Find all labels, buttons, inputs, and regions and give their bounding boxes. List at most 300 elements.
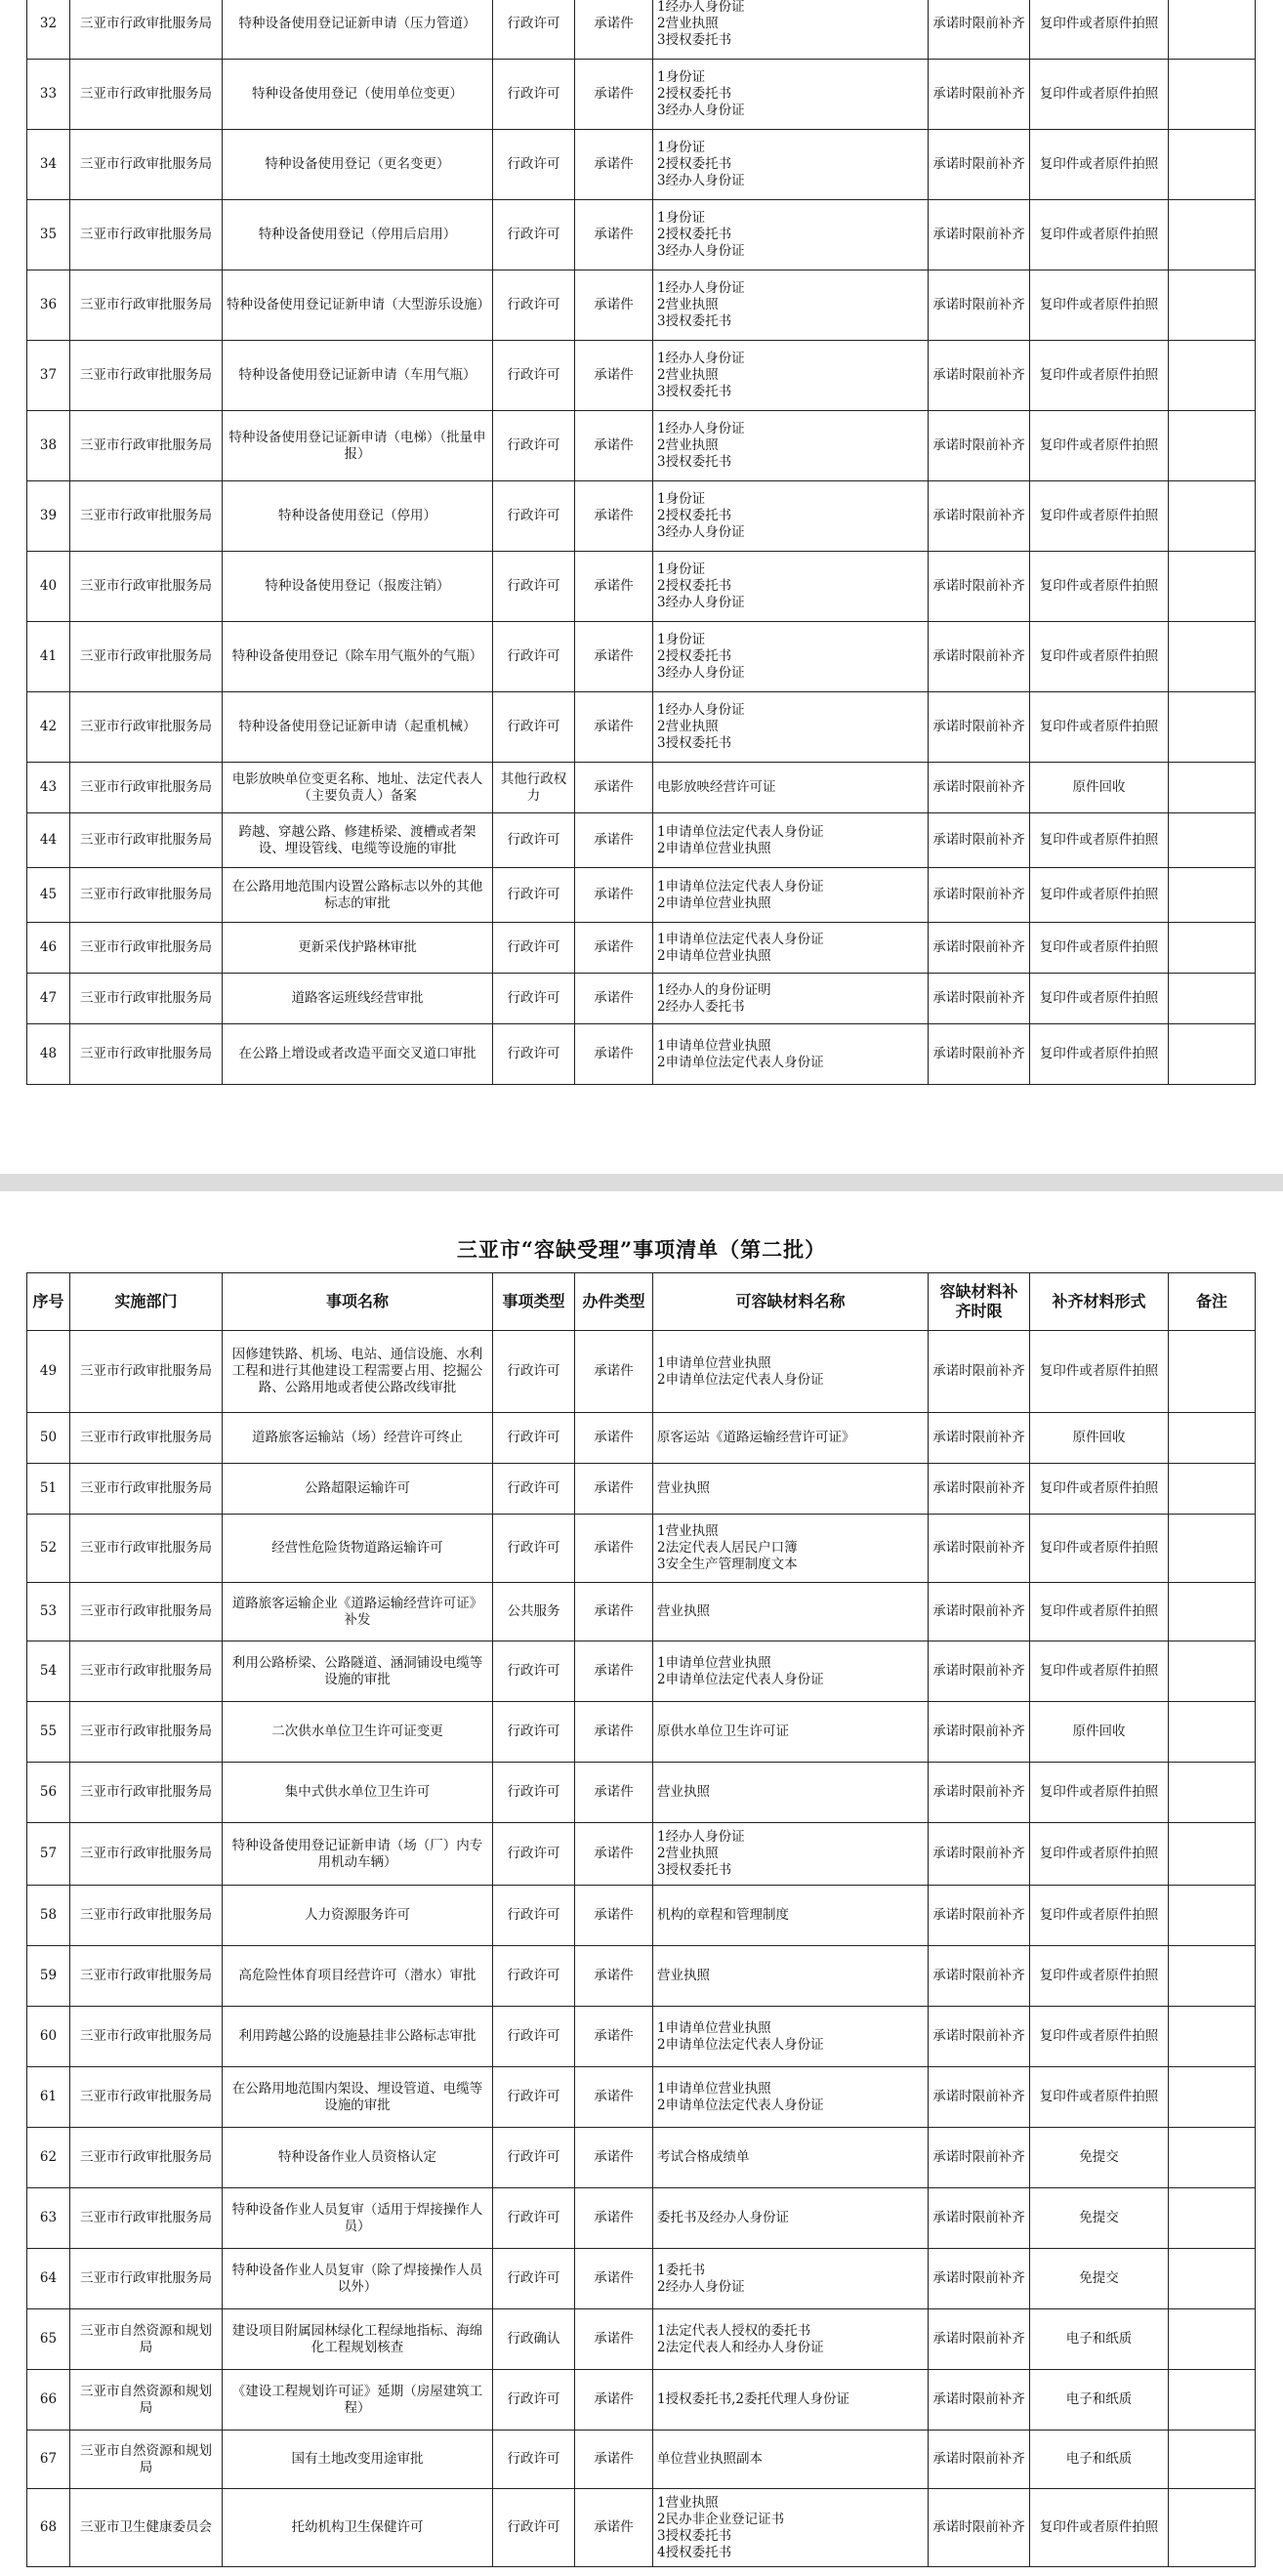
cell-handle: 承诺件 (575, 2128, 653, 2188)
cell-type: 行政许可 (493, 813, 575, 868)
cell-note (1169, 130, 1256, 200)
cell-deadline: 承诺时限前补齐 (929, 1702, 1030, 1763)
cell-note (1169, 1763, 1256, 1823)
table-row (27, 1583, 1256, 1641)
cell-handle: 承诺件 (575, 1464, 653, 1515)
cell-note (1169, 552, 1256, 622)
cell-form: 复印件或者原件拍照 (1030, 341, 1169, 411)
cell-type: 行政许可 (493, 2370, 575, 2431)
cell-type: 行政许可 (493, 270, 575, 341)
cell-form: 复印件或者原件拍照 (1030, 270, 1169, 341)
cell-note (1169, 813, 1256, 868)
cell-dept: 三亚市行政审批服务局 (70, 923, 223, 974)
cell-item: 《建设工程规划许可证》延期（房屋建筑工程） (223, 2370, 493, 2431)
cell-no: 35 (27, 200, 70, 270)
cell-note (1169, 2007, 1256, 2067)
cell-deadline: 承诺时限前补齐 (929, 552, 1030, 622)
cell-note (1169, 341, 1256, 411)
cell-materials: 1申请单位法定代表人身份证 2申请单位营业执照 (653, 813, 929, 868)
cell-materials: 电影放映经营许可证 (653, 763, 929, 813)
cell-deadline: 承诺时限前补齐 (929, 1583, 1030, 1641)
cell-form: 复印件或者原件拍照 (1030, 1763, 1169, 1823)
cell-materials: 委托书及经办人身份证 (653, 2188, 929, 2249)
cell-no: 43 (27, 763, 70, 813)
table-row (27, 270, 1256, 341)
cell-handle: 承诺件 (575, 1024, 653, 1085)
cell-form: 复印件或者原件拍照 (1030, 1583, 1169, 1641)
cell-note (1169, 270, 1256, 341)
cell-no: 59 (27, 1946, 70, 2007)
cell-deadline: 承诺时限前补齐 (929, 1331, 1030, 1413)
table-row (27, 1886, 1256, 1946)
cell-materials: 1身份证 2授权委托书 3经办人身份证 (653, 200, 929, 270)
table-row (27, 923, 1256, 974)
cell-item: 在公路用地范围内架设、埋设管道、电缆等设施的审批 (223, 2067, 493, 2128)
cell-no: 53 (27, 1583, 70, 1641)
cell-item: 在公路用地范围内设置公路标志以外的其他标志的审批 (223, 868, 493, 923)
cell-form: 复印件或者原件拍照 (1030, 1823, 1169, 1886)
cell-form: 复印件或者原件拍照 (1030, 868, 1169, 923)
cell-materials: 1身份证 2授权委托书 3经办人身份证 (653, 622, 929, 692)
cell-item: 国有土地改变用途审批 (223, 2431, 493, 2489)
cell-materials: 营业执照 (653, 1583, 929, 1641)
cell-item: 特种设备使用登记证新申请（场（厂）内专用机动车辆） (223, 1823, 493, 1886)
cell-item: 特种设备作业人员复审（适用于焊接操作人员） (223, 2188, 493, 2249)
cell-dept: 三亚市自然资源和规划局 (70, 2309, 223, 2370)
cell-handle: 承诺件 (575, 1331, 653, 1413)
cell-deadline: 承诺时限前补齐 (929, 130, 1030, 200)
cell-type: 行政许可 (493, 974, 575, 1024)
cell-type: 行政许可 (493, 1702, 575, 1763)
cell-note (1169, 868, 1256, 923)
cell-item: 特种设备使用登记（除车用气瓶外的气瓶） (223, 622, 493, 692)
cell-deadline: 承诺时限前补齐 (929, 2007, 1030, 2067)
cell-type: 行政许可 (493, 2249, 575, 2309)
cell-handle: 承诺件 (575, 2067, 653, 2128)
cell-dept: 三亚市自然资源和规划局 (70, 2431, 223, 2489)
cell-note (1169, 1515, 1256, 1583)
cell-dept: 三亚市行政审批服务局 (70, 2007, 223, 2067)
cell-no: 36 (27, 270, 70, 341)
cell-item: 特种设备使用登记证新申请（压力管道） (223, 0, 493, 60)
cell-deadline: 承诺时限前补齐 (929, 1641, 1030, 1702)
table-row (27, 2431, 1256, 2489)
header-cell-deadline: 容缺材料补齐时限 (929, 1273, 1030, 1331)
cell-note (1169, 2431, 1256, 2489)
cell-form: 复印件或者原件拍照 (1030, 200, 1169, 270)
cell-type: 行政许可 (493, 1464, 575, 1515)
cell-form: 复印件或者原件拍照 (1030, 1515, 1169, 1583)
cell-dept: 三亚市行政审批服务局 (70, 130, 223, 200)
cell-handle: 承诺件 (575, 481, 653, 552)
cell-item: 特种设备使用登记证新申请（车用气瓶） (223, 341, 493, 411)
cell-item: 在公路上增设或者改造平面交叉道口审批 (223, 1024, 493, 1085)
header-cell-form: 补齐材料形式 (1030, 1273, 1169, 1331)
cell-materials: 1申请单位法定代表人身份证 2申请单位营业执照 (653, 868, 929, 923)
cell-note (1169, 974, 1256, 1024)
cell-item: 集中式供水单位卫生许可 (223, 1763, 493, 1823)
cell-materials: 1申请单位法定代表人身份证 2申请单位营业执照 (653, 923, 929, 974)
cell-materials: 1申请单位营业执照 2申请单位法定代表人身份证 (653, 1641, 929, 1702)
cell-note (1169, 2249, 1256, 2309)
cell-form: 复印件或者原件拍照 (1030, 2007, 1169, 2067)
cell-materials: 1申请单位营业执照 2申请单位法定代表人身份证 (653, 2007, 929, 2067)
cell-no: 44 (27, 813, 70, 868)
cell-deadline: 承诺时限前补齐 (929, 0, 1030, 60)
cell-type: 行政许可 (493, 1886, 575, 1946)
cell-item: 二次供水单位卫生许可证变更 (223, 1702, 493, 1763)
cell-no: 47 (27, 974, 70, 1024)
cell-deadline: 承诺时限前补齐 (929, 481, 1030, 552)
cell-deadline: 承诺时限前补齐 (929, 1763, 1030, 1823)
cell-handle: 承诺件 (575, 2309, 653, 2370)
cell-deadline: 承诺时限前补齐 (929, 622, 1030, 692)
table-row (27, 974, 1256, 1024)
cell-form: 复印件或者原件拍照 (1030, 1464, 1169, 1515)
cell-handle: 承诺件 (575, 200, 653, 270)
cell-deadline: 承诺时限前补齐 (929, 1515, 1030, 1583)
cell-note (1169, 0, 1256, 60)
header-cell-no: 序号 (27, 1273, 70, 1331)
cell-form: 免提交 (1030, 2188, 1169, 2249)
cell-no: 60 (27, 2007, 70, 2067)
cell-no: 46 (27, 923, 70, 974)
table-row (27, 868, 1256, 923)
cell-note (1169, 1024, 1256, 1085)
cell-dept: 三亚市行政审批服务局 (70, 2188, 223, 2249)
cell-no: 34 (27, 130, 70, 200)
table-row (27, 1413, 1256, 1464)
cell-note (1169, 692, 1256, 763)
cell-handle: 承诺件 (575, 1886, 653, 1946)
cell-dept: 三亚市自然资源和规划局 (70, 2370, 223, 2431)
cell-deadline: 承诺时限前补齐 (929, 868, 1030, 923)
cell-type: 行政许可 (493, 2489, 575, 2567)
cell-form: 复印件或者原件拍照 (1030, 813, 1169, 868)
cell-note (1169, 1886, 1256, 1946)
cell-type: 行政许可 (493, 0, 575, 60)
cell-materials: 1授权委托书,2委托代理人身份证 (653, 2370, 929, 2431)
cell-note (1169, 481, 1256, 552)
table-row (27, 692, 1256, 763)
table-row (27, 552, 1256, 622)
cell-dept: 三亚市行政审批服务局 (70, 0, 223, 60)
cell-no: 63 (27, 2188, 70, 2249)
cell-item: 特种设备作业人员复审（除了焊接操作人员以外） (223, 2249, 493, 2309)
cell-handle: 承诺件 (575, 341, 653, 411)
cell-note (1169, 1583, 1256, 1641)
cell-note (1169, 923, 1256, 974)
cell-materials: 1申请单位营业执照 2申请单位法定代表人身份证 (653, 1331, 929, 1413)
cell-dept: 三亚市行政审批服务局 (70, 868, 223, 923)
cell-form: 复印件或者原件拍照 (1030, 1331, 1169, 1413)
page-separator (0, 1174, 1283, 1191)
cell-handle: 承诺件 (575, 923, 653, 974)
cell-no: 58 (27, 1886, 70, 1946)
cell-materials: 1经办人身份证 2营业执照 3授权委托书 (653, 0, 929, 60)
cell-no: 38 (27, 411, 70, 481)
cell-handle: 承诺件 (575, 692, 653, 763)
cell-no: 55 (27, 1702, 70, 1763)
cell-dept: 三亚市行政审批服务局 (70, 1024, 223, 1085)
cell-dept: 三亚市行政审批服务局 (70, 1702, 223, 1763)
cell-type: 行政许可 (493, 341, 575, 411)
table-row (27, 1702, 1256, 1763)
cell-type: 行政许可 (493, 411, 575, 481)
table-row (27, 200, 1256, 270)
cell-item: 特种设备使用登记证新申请（起重机械） (223, 692, 493, 763)
cell-note (1169, 2067, 1256, 2128)
cell-dept: 三亚市行政审批服务局 (70, 341, 223, 411)
cell-handle: 承诺件 (575, 2370, 653, 2431)
cell-note (1169, 1413, 1256, 1464)
cell-form: 复印件或者原件拍照 (1030, 411, 1169, 481)
cell-item: 特种设备使用登记（更名变更） (223, 130, 493, 200)
cell-deadline: 承诺时限前补齐 (929, 270, 1030, 341)
cell-dept: 三亚市卫生健康委员会 (70, 2489, 223, 2567)
cell-handle: 承诺件 (575, 1641, 653, 1702)
matters-table-part1 (26, 0, 1256, 1085)
cell-item: 道路客运班线经营审批 (223, 974, 493, 1024)
cell-dept: 三亚市行政审批服务局 (70, 974, 223, 1024)
cell-materials: 1身份证 2授权委托书 3经办人身份证 (653, 552, 929, 622)
cell-handle: 承诺件 (575, 763, 653, 813)
table-row (27, 130, 1256, 200)
cell-note (1169, 2309, 1256, 2370)
cell-dept: 三亚市行政审批服务局 (70, 481, 223, 552)
cell-materials: 1经办人身份证 2营业执照 3授权委托书 (653, 341, 929, 411)
cell-item: 高危险性体育项目经营许可（潜水）审批 (223, 1946, 493, 2007)
cell-materials: 原供水单位卫生许可证 (653, 1702, 929, 1763)
cell-type: 行政许可 (493, 622, 575, 692)
cell-type: 行政许可 (493, 2431, 575, 2489)
cell-form: 电子和纸质 (1030, 2431, 1169, 2489)
cell-handle: 承诺件 (575, 60, 653, 130)
cell-form: 复印件或者原件拍照 (1030, 0, 1169, 60)
header-cell-note: 备注 (1169, 1273, 1256, 1331)
header-cell-materials: 可容缺材料名称 (653, 1273, 929, 1331)
cell-type: 行政许可 (493, 692, 575, 763)
cell-no: 42 (27, 692, 70, 763)
cell-item: 特种设备使用登记证新申请（大型游乐设施） (223, 270, 493, 341)
cell-type: 行政许可 (493, 1763, 575, 1823)
cell-handle: 承诺件 (575, 411, 653, 481)
table-row (27, 1515, 1256, 1583)
cell-note (1169, 2489, 1256, 2567)
cell-no: 32 (27, 0, 70, 60)
cell-type: 行政许可 (493, 481, 575, 552)
cell-deadline: 承诺时限前补齐 (929, 813, 1030, 868)
cell-form: 复印件或者原件拍照 (1030, 2067, 1169, 2128)
cell-form: 免提交 (1030, 2128, 1169, 2188)
cell-dept: 三亚市行政审批服务局 (70, 1763, 223, 1823)
cell-no: 67 (27, 2431, 70, 2489)
cell-note (1169, 1464, 1256, 1515)
cell-item: 特种设备使用登记证新申请（电梯）（批量申报） (223, 411, 493, 481)
cell-type: 行政许可 (493, 2067, 575, 2128)
cell-materials: 原客运站《道路运输经营许可证》 (653, 1413, 929, 1464)
cell-type: 行政许可 (493, 2128, 575, 2188)
cell-handle: 承诺件 (575, 813, 653, 868)
cell-materials: 1委托书 2经办人身份证 (653, 2249, 929, 2309)
cell-dept: 三亚市行政审批服务局 (70, 1331, 223, 1413)
matters-table-part2 (26, 1272, 1256, 2567)
cell-no: 66 (27, 2370, 70, 2431)
cell-dept: 三亚市行政审批服务局 (70, 1946, 223, 2007)
table-row (27, 2188, 1256, 2249)
cell-materials: 营业执照 (653, 1946, 929, 2007)
cell-dept: 三亚市行政审批服务局 (70, 552, 223, 622)
cell-dept: 三亚市行政审批服务局 (70, 763, 223, 813)
cell-form: 复印件或者原件拍照 (1030, 60, 1169, 130)
cell-handle: 承诺件 (575, 2007, 653, 2067)
cell-note (1169, 411, 1256, 481)
cell-deadline: 承诺时限前补齐 (929, 200, 1030, 270)
cell-no: 45 (27, 868, 70, 923)
cell-materials: 1经办人的身份证明 2经办人委托书 (653, 974, 929, 1024)
cell-no: 33 (27, 60, 70, 130)
cell-handle: 承诺件 (575, 1583, 653, 1641)
cell-no: 48 (27, 1024, 70, 1085)
cell-form: 复印件或者原件拍照 (1030, 692, 1169, 763)
cell-type: 公共服务 (493, 1583, 575, 1641)
cell-deadline: 承诺时限前补齐 (929, 692, 1030, 763)
cell-dept: 三亚市行政审批服务局 (70, 2067, 223, 2128)
cell-type: 行政许可 (493, 1413, 575, 1464)
cell-deadline: 承诺时限前补齐 (929, 2489, 1030, 2567)
table-row (27, 2128, 1256, 2188)
table-row (27, 411, 1256, 481)
cell-note (1169, 763, 1256, 813)
cell-no: 37 (27, 341, 70, 411)
cell-type: 行政确认 (493, 2309, 575, 2370)
cell-form: 原件回收 (1030, 763, 1169, 813)
table-row (27, 1823, 1256, 1886)
cell-deadline: 承诺时限前补齐 (929, 923, 1030, 974)
cell-dept: 三亚市行政审批服务局 (70, 1464, 223, 1515)
table-row (27, 0, 1256, 60)
cell-note (1169, 1331, 1256, 1413)
cell-dept: 三亚市行政审批服务局 (70, 2249, 223, 2309)
cell-dept: 三亚市行政审批服务局 (70, 270, 223, 341)
cell-no: 39 (27, 481, 70, 552)
table-row (27, 2007, 1256, 2067)
cell-item: 利用跨越公路的设施悬挂非公路标志审批 (223, 2007, 493, 2067)
cell-type: 行政许可 (493, 552, 575, 622)
cell-item: 经营性危险货物道路运输许可 (223, 1515, 493, 1583)
table-row (27, 481, 1256, 552)
table-row (27, 341, 1256, 411)
cell-item: 托幼机构卫生保健许可 (223, 2489, 493, 2567)
cell-type: 行政许可 (493, 1515, 575, 1583)
cell-deadline: 承诺时限前补齐 (929, 2067, 1030, 2128)
cell-materials: 1经办人身份证 2营业执照 3授权委托书 (653, 411, 929, 481)
cell-form: 复印件或者原件拍照 (1030, 923, 1169, 974)
cell-no: 65 (27, 2309, 70, 2370)
cell-note (1169, 2370, 1256, 2431)
table-row (27, 1641, 1256, 1702)
cell-item: 建设项目附属园林绿化工程绿地指标、海绵化工程规划核查 (223, 2309, 493, 2370)
table-row (27, 2249, 1256, 2309)
cell-handle: 承诺件 (575, 974, 653, 1024)
cell-dept: 三亚市行政审批服务局 (70, 1515, 223, 1583)
cell-form: 复印件或者原件拍照 (1030, 1641, 1169, 1702)
cell-materials: 1身份证 2授权委托书 3经办人身份证 (653, 60, 929, 130)
table-row (27, 2309, 1256, 2370)
cell-handle: 承诺件 (575, 0, 653, 60)
cell-handle: 承诺件 (575, 130, 653, 200)
cell-type: 行政许可 (493, 868, 575, 923)
cell-materials: 考试合格成绩单 (653, 2128, 929, 2188)
cell-dept: 三亚市行政审批服务局 (70, 1886, 223, 1946)
cell-item: 因修建铁路、机场、电站、通信设施、水利工程和进行其他建设工程需要占用、挖掘公路、公路用地或者使公路改线审批 (223, 1331, 493, 1413)
cell-form: 原件回收 (1030, 1413, 1169, 1464)
cell-materials: 1经办人身份证 2营业执照 3授权委托书 (653, 1823, 929, 1886)
cell-dept: 三亚市行政审批服务局 (70, 1583, 223, 1641)
cell-type: 行政许可 (493, 1946, 575, 2007)
cell-deadline: 承诺时限前补齐 (929, 1413, 1030, 1464)
cell-deadline: 承诺时限前补齐 (929, 2128, 1030, 2188)
cell-form: 复印件或者原件拍照 (1030, 974, 1169, 1024)
cell-form: 复印件或者原件拍照 (1030, 552, 1169, 622)
cell-no: 57 (27, 1823, 70, 1886)
cell-no: 40 (27, 552, 70, 622)
cell-deadline: 承诺时限前补齐 (929, 974, 1030, 1024)
cell-materials: 1营业执照 2法定代表人居民户口簿 3安全生产管理制度文本 (653, 1515, 929, 1583)
table-row (27, 1024, 1256, 1085)
cell-form: 复印件或者原件拍照 (1030, 2489, 1169, 2567)
cell-deadline: 承诺时限前补齐 (929, 2431, 1030, 2489)
cell-item: 更新采伐护路林审批 (223, 923, 493, 974)
table-row (27, 1331, 1256, 1413)
cell-item: 利用公路桥梁、公路隧道、涵洞铺设电缆等设施的审批 (223, 1641, 493, 1702)
cell-no: 68 (27, 2489, 70, 2567)
cell-no: 54 (27, 1641, 70, 1702)
cell-handle: 承诺件 (575, 1413, 653, 1464)
cell-handle: 承诺件 (575, 1702, 653, 1763)
cell-item: 公路超限运输许可 (223, 1464, 493, 1515)
cell-note (1169, 1641, 1256, 1702)
cell-form: 复印件或者原件拍照 (1030, 622, 1169, 692)
header-cell-dept: 实施部门 (70, 1273, 223, 1331)
cell-handle: 承诺件 (575, 270, 653, 341)
cell-handle: 承诺件 (575, 1946, 653, 2007)
cell-materials: 1身份证 2授权委托书 3经办人身份证 (653, 130, 929, 200)
cell-no: 61 (27, 2067, 70, 2128)
cell-handle: 承诺件 (575, 868, 653, 923)
cell-type: 行政许可 (493, 1024, 575, 1085)
cell-dept: 三亚市行政审批服务局 (70, 692, 223, 763)
cell-dept: 三亚市行政审批服务局 (70, 622, 223, 692)
table-row (27, 813, 1256, 868)
cell-deadline: 承诺时限前补齐 (929, 1024, 1030, 1085)
cell-materials: 单位营业执照副本 (653, 2431, 929, 2489)
cell-no: 62 (27, 2128, 70, 2188)
cell-type: 行政许可 (493, 60, 575, 130)
cell-materials: 1经办人身份证 2营业执照 3授权委托书 (653, 270, 929, 341)
cell-dept: 三亚市行政审批服务局 (70, 813, 223, 868)
cell-form: 复印件或者原件拍照 (1030, 1886, 1169, 1946)
cell-note (1169, 2128, 1256, 2188)
cell-no: 49 (27, 1331, 70, 1413)
cell-form: 免提交 (1030, 2249, 1169, 2309)
cell-item: 跨越、穿越公路、修建桥梁、渡槽或者架设、埋设管线、电缆等设施的审批 (223, 813, 493, 868)
cell-note (1169, 1946, 1256, 2007)
cell-deadline: 承诺时限前补齐 (929, 1823, 1030, 1886)
table-row (27, 622, 1256, 692)
cell-handle: 承诺件 (575, 2489, 653, 2567)
cell-materials: 1经办人身份证 2营业执照 3授权委托书 (653, 692, 929, 763)
